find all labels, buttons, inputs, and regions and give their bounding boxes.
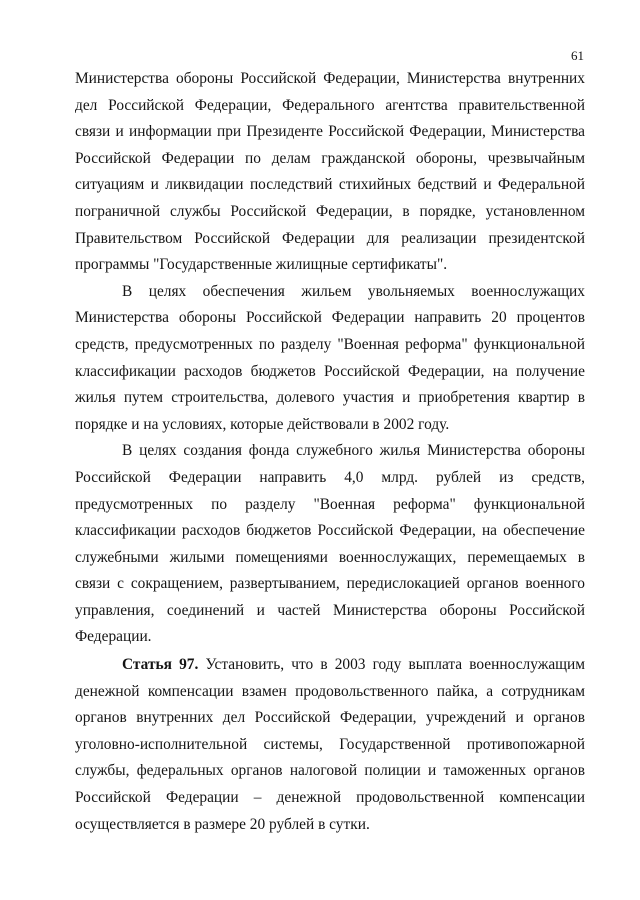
- page-number: 61: [571, 48, 584, 63]
- article-97-text: Установить, что в 2003 году выплата военнослужащим денежной компенсации взамен продовольственного пайка, а сотрудникам органов внутренних дел Российской Федерации, учреждений и органов уголовно-исполнительной системы, Государственной противопожарной службы, федеральных органов налоговой полиции и таможенных органов Российской Федерации – денежной продовольственной компенсации осуществляется в размере 20 рублей в сутки.: [75, 656, 585, 833]
- document-body: [75, 66, 585, 838]
- article-97-label: Статья 97.: [122, 656, 199, 674]
- paragraph-service-housing-fund: В целях создания фонда служебного жилья Министерства обороны Российской Федерации направить 4,0 млрд. рублей из средств, предусмотренных по разделу "Военная реформа" функциональной классификации расходов бюджетов Российской Федерации, на обеспечение служебными жилыми помещениями военнослужащих, перемещаемых в связи с сокращением, развертыванием, передислокацией органов военного управления, соединений и частей Министерства обороны Российской Федерации.: [75, 442, 585, 646]
- paragraph-continuation: Министерства обороны Российской Федерации, Министерства внутренних дел Российской Федерации, Федерального агентства правительственной связи и информации при Президенте Российской Федерации, Министерства Российской Федерации по делам гражданской обороны, чрезвычайным ситуациям и ликвидации последствий стихийных бедствий и Федеральной пограничной службы Российской Федерации, в порядке, установленном Правительством Российской Федерации для реализации президентской программы "Государственные жилищные сертификаты".: [75, 70, 585, 274]
- paragraph-article-97: [75, 652, 585, 838]
- paragraph-housing-discharged: В целях обеспечения жильем увольняемых военнослужащих Министерства обороны Российской Федерации направить 20 процентов средств, предусмотренных по разделу "Военная реформа" функциональной классификации расходов бюджетов Российской Федерации, на получение жилья путем строительства, долевого участия и приобретения квартир в порядке и на условиях, которые действовали в 2002 году.: [75, 282, 585, 433]
